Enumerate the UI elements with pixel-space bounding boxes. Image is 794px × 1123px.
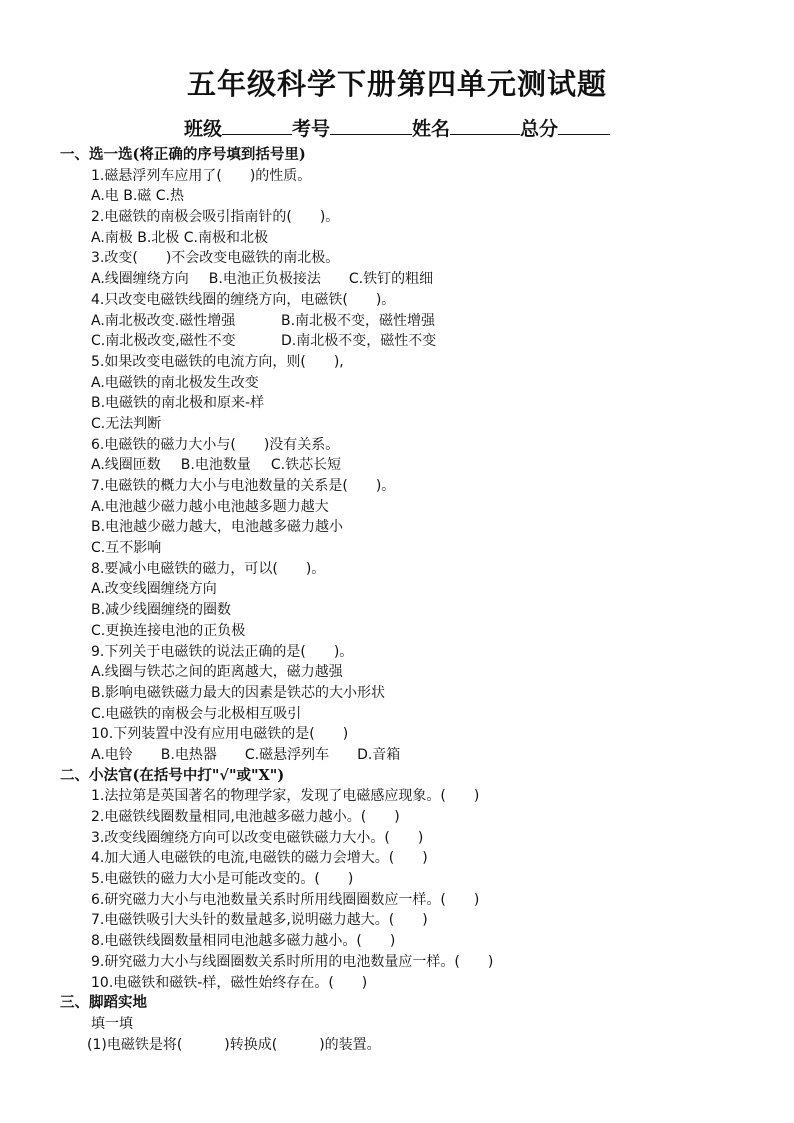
question-line: 5.如果改变电磁铁的电流方向，则( ), [91,353,344,370]
name-label: 姓名 [412,118,451,140]
option-line: B.电磁铁的南北极和原来-样 [91,395,265,412]
question-line: 8.要减小电磁铁的磁力，可以( )。 [91,560,326,577]
option: C.铁钉的粗细 [348,271,434,288]
section-heading-choice: 一、选一选(将正确的序号填到括号里) [60,146,306,163]
option: B.电池正负极接法 [208,271,321,288]
question-line: 4.只改变电磁铁线圈的缠绕方向，电磁铁( )。 [91,291,396,308]
exam-no-label: 考号 [291,118,330,140]
question-line: 10.下列装置中没有应用电磁铁的是( ) [91,726,349,743]
option-line: A.改变线圈缠绕方向 [91,581,217,598]
option-line: A.电磁铁的南北极发生改变 [91,374,259,391]
student-info-row [0,114,794,141]
name-blank[interactable] [450,116,520,135]
option: C.南北极改变,磁性不变 [91,333,236,350]
question-line: 2.电磁铁的南极会吸引指南针的( )。 [91,209,340,226]
class-blank[interactable] [222,116,292,135]
judge-line: 7.电磁铁吸引大头针的数量越多,说明磁力越大。( ) [91,912,428,929]
option: A.线圈匝数 [91,457,161,474]
page-title: 五年级科学下册第四单元测试题 [186,67,607,101]
judge-line: 6.研究磁力大小与电池数量关系时所用线圈圈数应一样。( ) [91,891,480,908]
judge-line: 3.改变线圈缠绕方向可以改变电磁铁磁力大小。( ) [91,829,424,846]
option-line: A.南极 B.北极 C.南极和北极 [91,229,268,246]
section-heading-judge: 二、小法官(在括号中打"√"或"X") [60,766,285,784]
option: A.南北极改变.磁性增强 [91,312,236,329]
option-line: B.影响电磁铁磁力最大的因素是铁芯的大小形状 [91,684,386,701]
exam-no-blank[interactable] [330,116,412,135]
question-line: 7.电磁铁的概力大小与电池数量的关系是( )。 [91,478,396,494]
judge-line: 5.电磁铁的磁力大小是可能改变的。( ) [91,871,354,888]
judge-line: 10.电磁铁和磁铁-样，磁性始终存在。( ) [91,974,368,991]
option-line: B.减少线圈缠绕的圈数 [91,602,232,619]
option-line: C.无法判断 [91,415,162,432]
option-line: C.互不影响 [91,540,162,557]
option: B.南北极不变，磁性增强 [281,312,436,329]
score-blank[interactable] [558,116,610,135]
option-line [60,745,760,766]
option-line: C.更换连接电池的正负极 [91,622,246,639]
option-line: A.电 B.磁 C.热 [91,188,184,205]
section-heading-fill: 三、脚蹈实地 [60,994,147,1012]
fill-subheading: 填一填 [91,1015,133,1032]
option-line [60,455,760,476]
option-line [60,331,760,352]
question-line: 1.磁悬浮列车应用了( )的性质。 [91,167,312,184]
judge-line: 8.电磁铁线圈数量相同电池越多磁力越小。( ) [91,933,396,950]
score-label: 总分 [520,118,559,140]
option: D.南北极不变，磁性不变 [281,333,437,350]
option: D.音箱 [357,746,401,763]
fill-line: (1)电磁铁是将( )转换成( )的装置。 [87,1036,381,1053]
option: B.电热器 [160,746,217,763]
option-line: B.电池越少磁力越大，电池越多磁力越小 [91,519,344,536]
option-line [60,269,760,290]
class-label: 班级 [183,118,222,140]
option-line [60,311,760,332]
option: C.磁悬浮列车 [244,746,330,763]
exam-content [60,145,760,1055]
option: C.铁芯长短 [270,457,342,474]
judge-line: 4.加大通人电磁铁的电流,电磁铁的磁力会增大。( ) [91,850,428,867]
option: B.电池数量 [180,457,251,474]
question-line: 9.下列关于电磁铁的说法正确的是( )。 [91,643,354,660]
option-line: A.电池越少磁力越小电池越多题力越大 [91,498,329,515]
judge-line: 2.电磁铁线圈数量相同,电池越多磁力越小。( ) [91,809,400,825]
judge-line: 9.研究磁力大小与线圈圈数关系时所用的电池数量应一样。( ) [91,953,494,970]
option: A.线圈缠绕方向 [91,271,189,288]
question-line: 3.改变( )不会改变电磁铁的南北极。 [91,250,340,267]
question-line: 6.电磁铁的磁力大小与( )没有关系。 [91,436,340,453]
option: A.电铃 [91,746,133,763]
option-line: C.电磁铁的南极会与北极相互吸引 [91,705,302,722]
option-line: A.线圈与铁芯之间的距离越大，磁力越强 [91,664,343,681]
judge-line: 1.法拉第是英国著名的物理学家，发现了电磁感应现象。( ) [91,788,480,805]
